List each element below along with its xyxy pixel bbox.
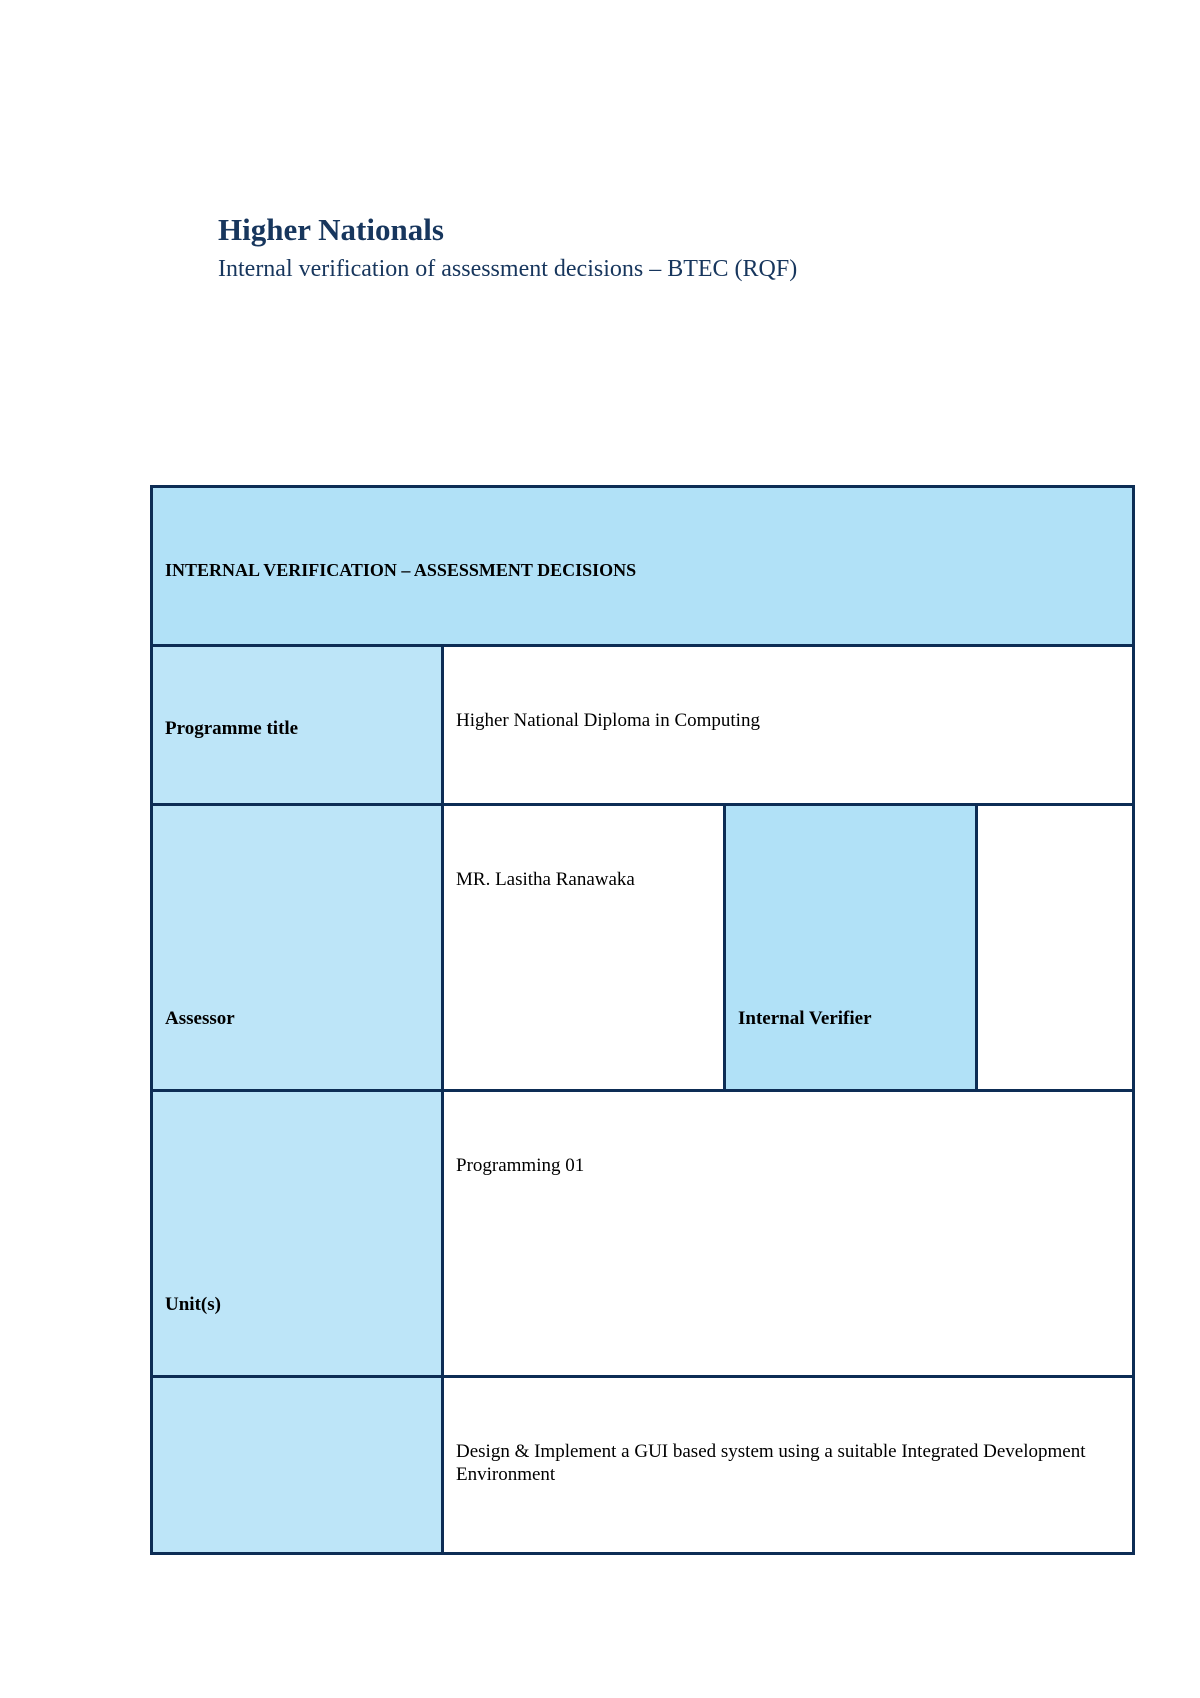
column-divider (975, 806, 978, 1089)
assessor-value-cell (444, 806, 723, 1089)
assignment-value-cell (444, 1378, 1132, 1552)
column-divider (723, 806, 726, 1089)
internal-verifier-value-cell (978, 806, 1132, 1089)
internal-verifier-label-cell (726, 806, 975, 1089)
programme-title-label: Programme title (165, 718, 299, 739)
assignment-label-cell (153, 1378, 441, 1552)
units-label: Unit(s) (165, 1294, 221, 1315)
programme-title-value-cell (444, 647, 1132, 803)
programme-title-label-cell (153, 647, 441, 803)
document-title: Higher Nationals (218, 212, 444, 247)
units-value: Programming 01 (456, 1155, 585, 1176)
units-value-cell (444, 1092, 1132, 1375)
table-heading: INTERNAL VERIFICATION – ASSESSMENT DECISIONS (165, 560, 637, 580)
assessor-value: MR. Lasitha Ranawaka (456, 869, 635, 890)
column-divider (441, 647, 444, 1552)
assessor-label: Assessor (165, 1008, 235, 1029)
table-heading-cell (153, 488, 1132, 644)
assessor-label-cell (153, 806, 441, 1089)
units-label-cell (153, 1092, 441, 1375)
internal-verifier-label: Internal Verifier (738, 1008, 872, 1029)
document-subtitle: Internal verification of assessment decisions – BTEC (RQF) (218, 256, 798, 282)
programme-title-value: Higher National Diploma in Computing (456, 710, 760, 731)
assessment-decisions-table (150, 485, 1135, 1555)
assignment-value: Design & Implement a GUI based system using a suitable Integrated Development Environment (456, 1441, 1086, 1485)
